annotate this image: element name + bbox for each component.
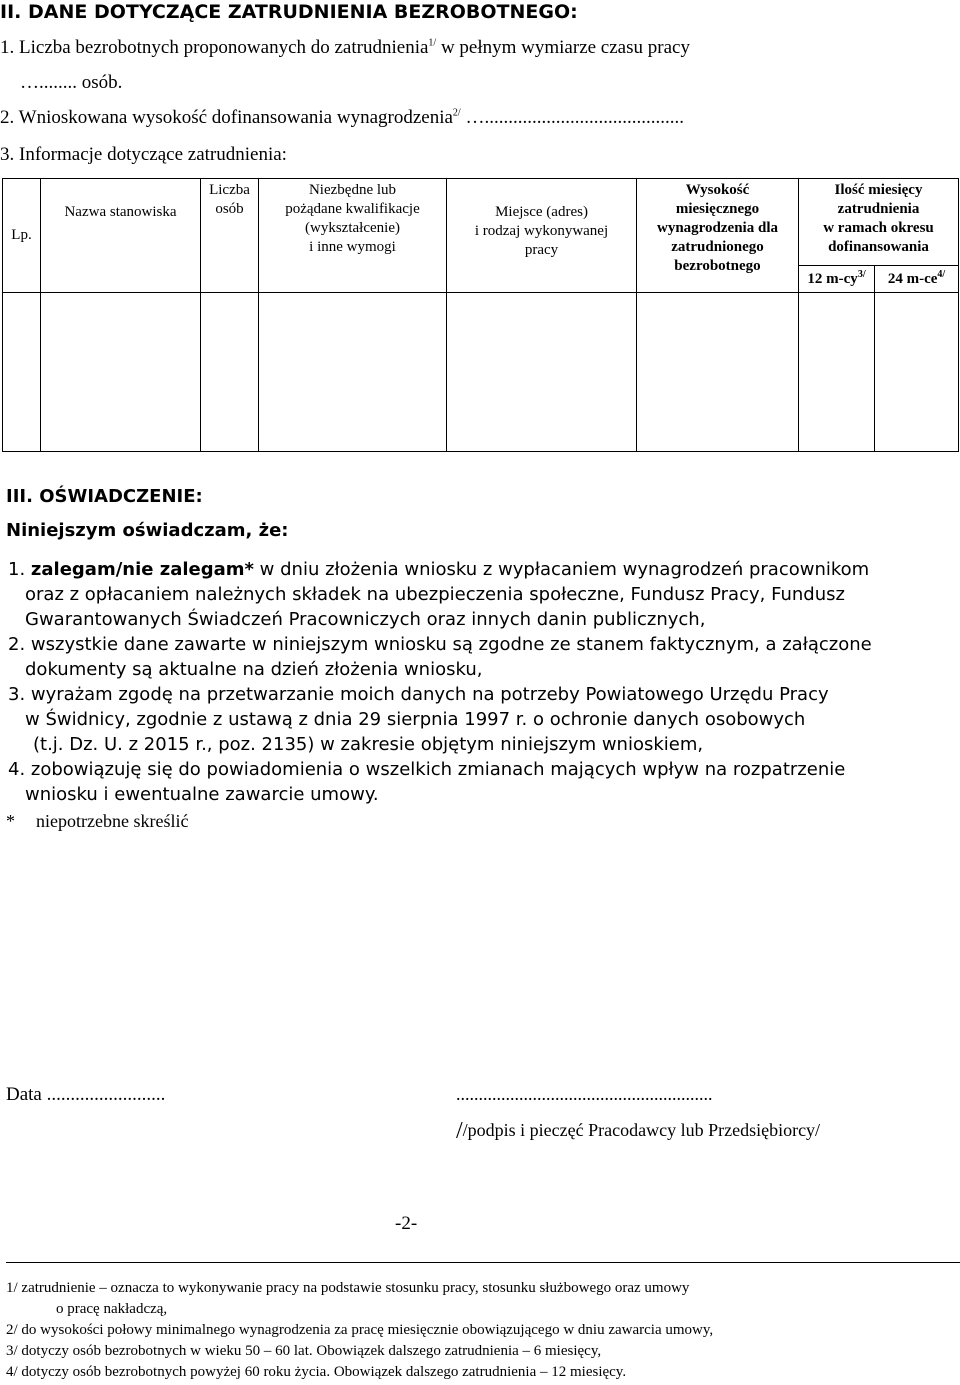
cell-qualifications[interactable]	[259, 293, 447, 452]
section-2-item-2	[0, 107, 684, 129]
section-2-item-1	[0, 37, 690, 59]
footnote-2: 2/ do wysokości połowy minimalnego wynagrodzenia za pracę miesięcznie obowiązującego w dniu zawarcia umowy,	[6, 1322, 714, 1338]
item-1-text: 1. Liczba bezrobotnych proponowanych do zatrudnienia	[0, 37, 429, 58]
employment-table	[2, 178, 959, 452]
footnote-3: 3/ dotyczy osób bezrobotnych w wieku 50 – 60 lat. Obowiązek dalszego zatrudnienia – 6 miesięcy,	[6, 1343, 602, 1359]
item-1-persons-field: …........ osób.	[20, 72, 123, 93]
header-lp: Lp.	[3, 179, 41, 293]
section-3-heading: III. OŚWIADCZENIE:	[6, 486, 203, 507]
item-1-rest: w pełnym wymiarze czasu pracy	[436, 37, 690, 58]
header-monthly-salary: Wysokość miesięcznego wynagrodzenia dla zatrudnionego bezrobotnego	[637, 179, 799, 293]
header-persons-count: Liczba osób	[201, 179, 259, 293]
page-number: -2-	[395, 1213, 418, 1234]
item-2-text: 2. Wnioskowana wysokość dofinansowania wynagrodzenia	[0, 107, 453, 128]
cell-monthly-salary[interactable]	[637, 293, 799, 452]
section-2-heading: II. DANE DOTYCZĄCE ZATRUDNIENIA BEZROBOTNEGO:	[0, 1, 578, 23]
header-qualifications: Niezbędne lub pożądane kwalifikacje (wykształcenie) i inne wymogi	[259, 179, 447, 293]
signature-field[interactable]: .........................................................	[456, 1084, 713, 1104]
header-12-months: 12 $m-cy^{3/}$	[799, 266, 875, 293]
cell-workplace[interactable]	[447, 293, 637, 452]
section-2-item-3: 3. Informacje dotyczące zatrudnienia:	[0, 144, 287, 165]
cell-24-months[interactable]	[875, 293, 959, 452]
header-workplace: Miejsce (adres) i rodzaj wykonywanej pracy	[447, 179, 637, 293]
cell-lp[interactable]	[3, 293, 41, 452]
header-position-name: Nazwa stanowiska	[41, 179, 201, 293]
statement-3: 3. wyrażam zgodę na przetwarzanie moich danych na potrzeby Powiatowego Urzędu Pracy	[8, 684, 829, 705]
cell-12-months[interactable]	[799, 293, 875, 452]
section-3-intro: Niniejszym oświadczam, że:	[6, 520, 289, 541]
footnote-ref-4: 4/	[937, 268, 946, 280]
footnote-4: 4/ dotyczy osób bezrobotnych powyżej 60 roku życia. Obowiązek dalszego zatrudnienia – 12 miesięcy.	[6, 1364, 627, 1380]
header-months-employment: Ilość miesięcy zatrudnienia w ramach okresu dofinansowania	[799, 179, 959, 266]
footnote-1: 1/ zatrudnienie – oznacza to wykonywanie pracy na podstawie stosunku pracy, stosunku służbowego oraz umowy	[6, 1280, 690, 1296]
statement-2: 2. wszystkie dane zawarte w niniejszym wniosku są zgodne ze stanem faktycznym, a załączone	[8, 634, 872, 655]
cell-persons-count[interactable]	[201, 293, 259, 452]
footnote-ref-2: 2/	[452, 107, 461, 119]
note-star: *	[6, 811, 15, 831]
footnote-ref-1: 1/	[428, 37, 437, 49]
table-row	[3, 293, 959, 452]
footnote-ref-3: 3/	[857, 268, 866, 280]
signature-label: //podpis i pieczęć Pracodawcy lub Przedsiębiorcy/	[456, 1118, 821, 1144]
cell-position-name[interactable]	[41, 293, 201, 452]
header-24-months: 24 $m-ce^{4/}$	[875, 266, 959, 293]
item-2-dots: …..........................................	[460, 107, 684, 128]
footnote-1-cont: o pracę nakładczą,	[56, 1301, 168, 1317]
footnote-separator	[6, 1262, 960, 1263]
statement-1: 1. zalegam/nie zalegam* w dniu złożenia wniosku z wypłacaniem wynagrodzeń pracownikom	[8, 559, 870, 580]
date-field[interactable]: Data .........................	[6, 1084, 166, 1105]
statement-4: 4. zobowiązuję się do powiadomienia o wszelkich zmianach mających wpływ na rozpatrzenie	[8, 759, 846, 780]
statement-list: 1. zalegam/nie zalegam* w dniu złożenia wniosku z wypłacaniem wynagrodzeń pracownikom oraz z opłacaniem należnych składek na ubezpieczenia społeczne, Fundusz Pracy, Fundusz Gwarantowanych Świadczeń Pracowniczych oraz innych danin publicznych, 2. wszystkie dane zawarte w niniejszym wniosku są zgodne ze stanem faktycznym, a załączone dokumenty są aktualne na dzień złożenia wniosku, 3. wyrażam zgodę na przetwarzanie moich danych na potrzeby Powiatowego Urzędu Pracy w Świdnicy, zgodnie z ustawą z dnia 29 sierpnia 1997 r. o ochronie danych osobowych (t.j. Dz. U. z 2015 r., poz. 2135) w zakresie objętym niniejszym wnioskiem, 4. zobowiązuję się do powiadomienia o wszelkich zmianach mających wpływ na rozpatrzenie wniosku i ewentualne zawarcie umowy.	[8, 559, 872, 805]
note-strike-unnecessary: niepotrzebne skreślić	[36, 811, 189, 831]
